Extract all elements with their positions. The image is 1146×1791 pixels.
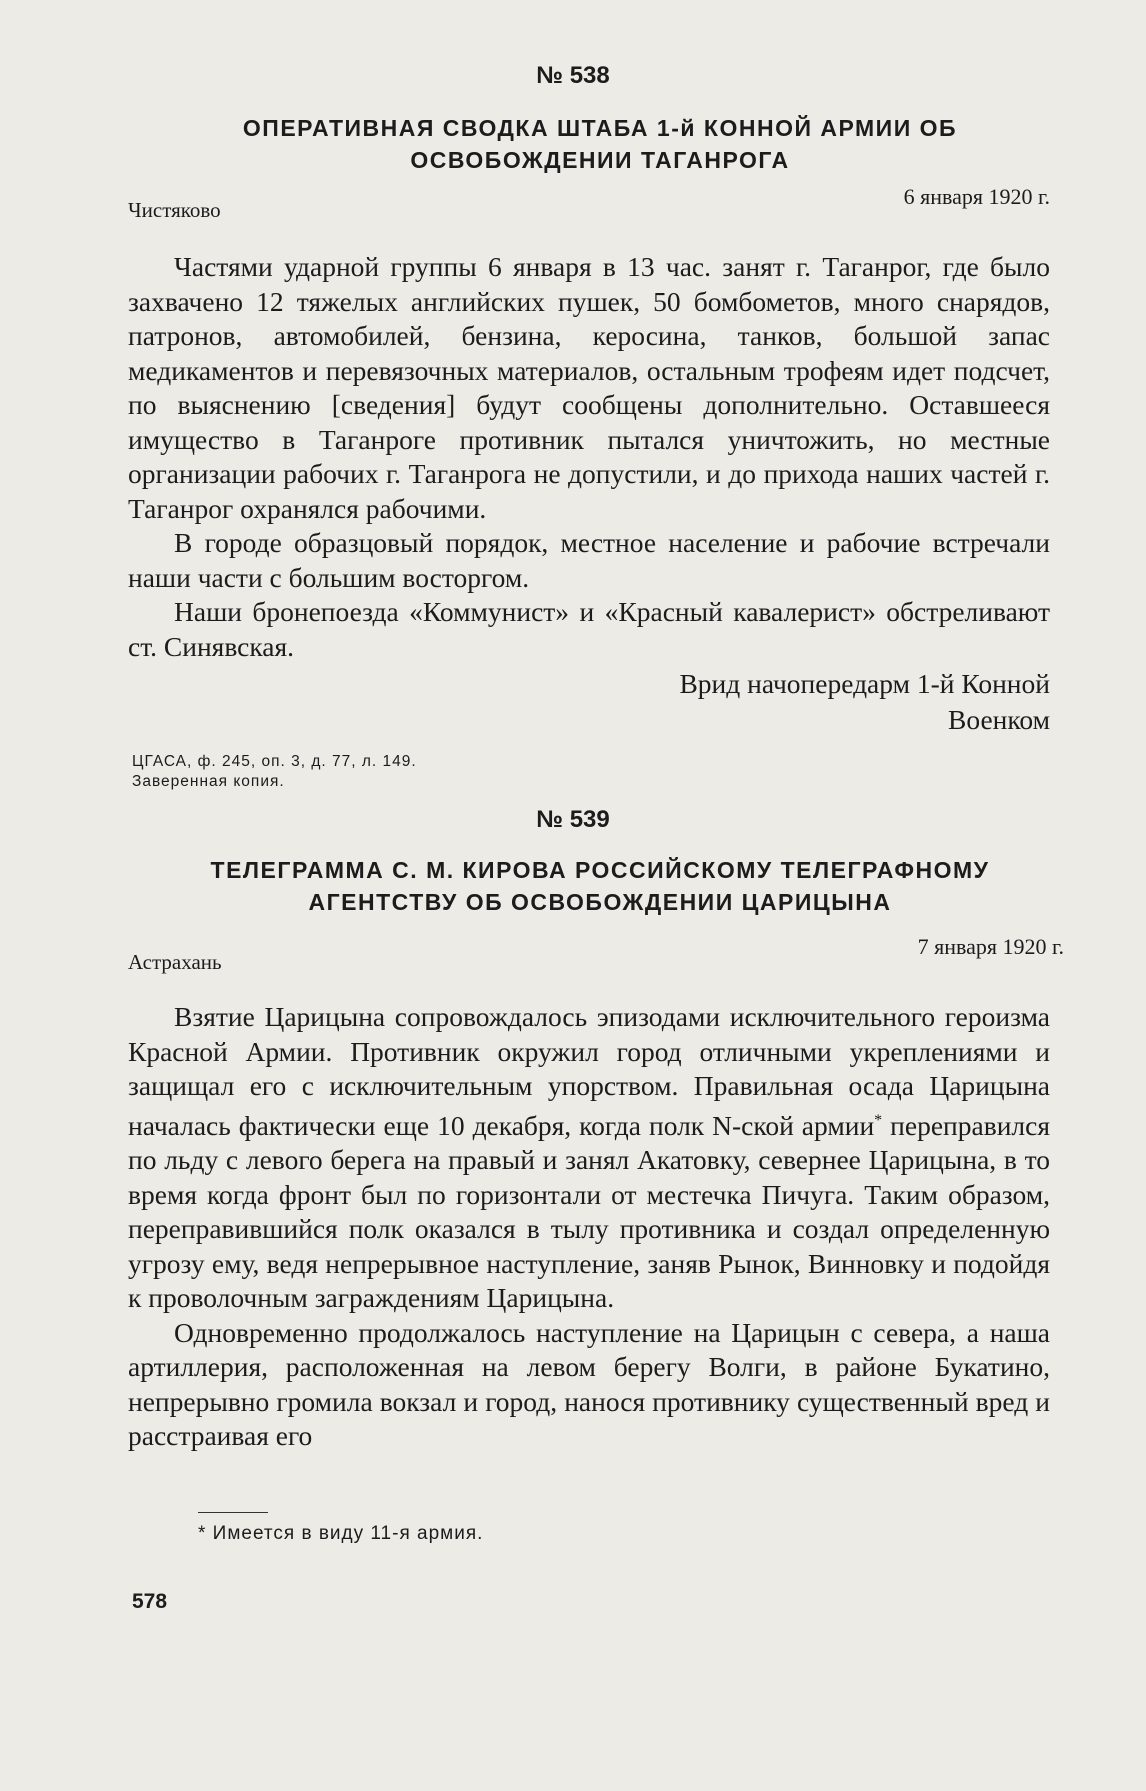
footnote: * Имеется в виду 11-я армия. xyxy=(198,1523,484,1544)
doc-539-title xyxy=(150,854,1050,918)
doc-538-archive-reference xyxy=(132,752,417,792)
doc-538-paragraph: Наши бронепоезда «Коммунист» и «Красный кавалерист» обстреливают ст. Синявская. xyxy=(128,596,1050,662)
doc-538-number: № 538 xyxy=(536,62,610,89)
archive-line-2: Заверенная копия. xyxy=(132,773,285,790)
doc-538-title-line-1: ОПЕРАТИВНАЯ СВОДКА ШТАБА 1-й КОННОЙ АРМИИ ОБ xyxy=(242,115,958,141)
paragraph-text: Взятие Царицына сопровождалось эпизодами исключительного героизма Красной Армии. Противник окружил город отличными укреплениями и защищал его с исключительным упорством. Правильная осада Царицына началась фактически еще 10 декабря, когда полк N-ской армии xyxy=(128,1001,1050,1141)
doc-539-place: Астрахань xyxy=(128,950,222,974)
signature-line-2: Военком xyxy=(948,704,1050,735)
archive-line-1: ЦГАСА, ф. 245, оп. 3, д. 77, л. 149. xyxy=(132,753,417,770)
doc-538-place: Чистяково xyxy=(128,198,221,222)
footnote-mark: * xyxy=(874,1111,883,1129)
doc-538-title xyxy=(150,112,1050,176)
doc-538-title-line-2: ОСВОБОЖДЕНИИ ТАГАНРОГА xyxy=(410,147,790,173)
paragraph-text: переправился по льду с левого берега на правый и занял Акатовку, севернее Царицына, в то время когда фронт был по горизонтали от местечка Пичуга. Таким образом, переправившийся полк оказался в тылу противника и создал определенную угрозу ему, ведя непрерывное наступление, заняв Рынок, Винновку и подойдя к проволочным заграждениям Царицына. xyxy=(128,1109,1050,1314)
doc-539-paragraph xyxy=(128,1000,1050,1316)
doc-539-paragraph: Одновременно продолжалось наступление на Царицын с севера, а наша артиллерия, расположенная на левом берегу Волги, в районе Букатино, непрерывно громила вокзал и город, нанося противнику существенный вред и расстраивая его xyxy=(128,1316,1050,1452)
doc-538-signature xyxy=(679,666,1050,738)
doc-538-paragraph: В городе образцовый порядок, местное население и рабочие встречали наши части с большим восторгом. xyxy=(128,527,1050,593)
footnote-divider xyxy=(198,1512,268,1513)
doc-538-paragraph: Частями ударной группы 6 января в 13 час. занят г. Таганрог, где было захвачено 12 тяжелых английских пушек, 50 бомбометов, много снарядов, патронов, автомобилей, бензина, керосина, танков, большой запас медикаментов и перевязочных материалов, остальным трофеям идет подсчет, по выяснению [сведения] будут сообщены дополнительно. Оставшееся имущество в Таганроге противник пытался уничтожить, но местные организации рабочих г. Таганрога не допустили, и до прихода наших частей г. Таганрог охранялся рабочими. xyxy=(128,251,1050,524)
doc-539-date: 7 января 1920 г. xyxy=(917,934,1064,959)
doc-539-title-line-2: АГЕНТСТВУ ОБ ОСВОБОЖДЕНИИ ЦАРИЦЫНА xyxy=(308,889,892,915)
doc-539-number: № 539 xyxy=(536,806,610,833)
doc-538-date: 6 января 1920 г. xyxy=(903,184,1050,209)
signature-line-1: Врид начопередарм 1-й Конной xyxy=(679,668,1050,699)
doc-539-title-line-1: ТЕЛЕГРАММА С. М. КИРОВА РОССИЙСКОМУ ТЕЛЕГРАФНОМУ xyxy=(210,857,990,883)
doc-539-body xyxy=(128,1000,1050,1454)
doc-538-body xyxy=(128,250,1050,664)
page-number: 578 xyxy=(132,1590,168,1613)
